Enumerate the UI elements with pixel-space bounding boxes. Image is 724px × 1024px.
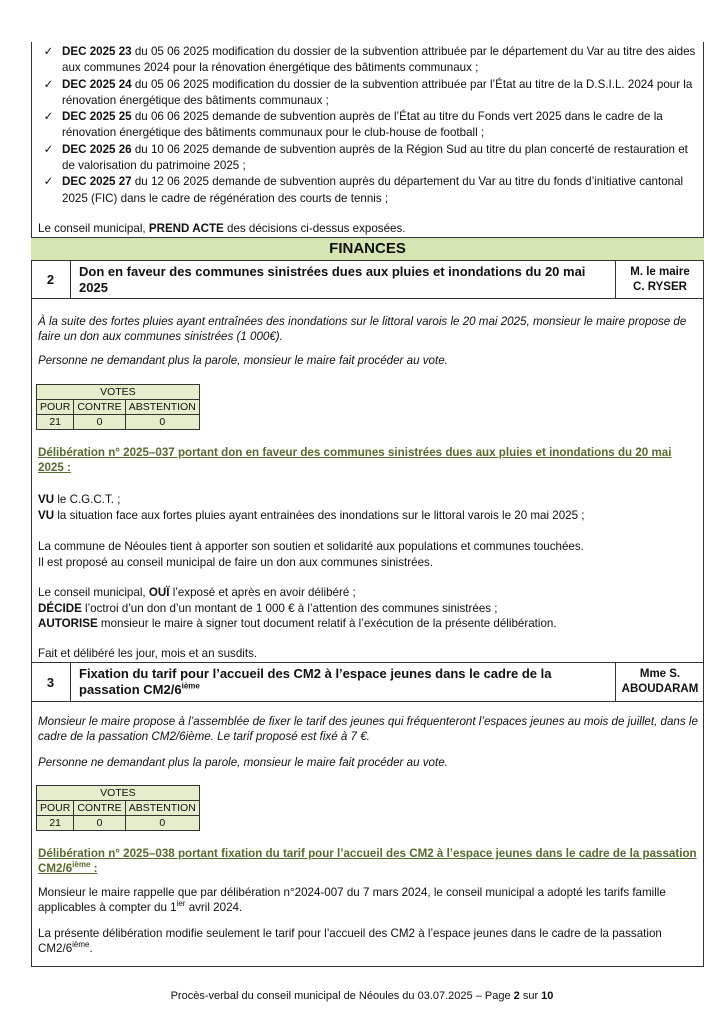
rappel-text-end: avril 2024.	[185, 901, 243, 915]
vu-label: VU	[38, 509, 55, 522]
agenda-item-header	[31, 662, 704, 702]
item-title: Fixation du tarif pour l’accueil des CM2 à l’espace jeunes dans le cadre de la passation CM2/6	[79, 666, 552, 697]
item-title: Don en faveur des communes sinistrées dues aux pluies et inondations du 20 mai 2025	[71, 261, 616, 298]
votes-abstention-label: ABSTENTION	[125, 400, 199, 415]
decision-text: du 05 06 2025 modification du dossier de la subvention attribuée par le département du Var au titre des aides aux communes 2024 pour la rénovation énergétique des bâtiments communaux ;	[62, 45, 696, 75]
decision-text: du 06 06 2025 demande de subvention auprès de l’État au titre du Fonds vert 2025 dans le cadre de la rénovation énergétique des bâtiments communaux pour le club-house de football ;	[62, 110, 663, 140]
prend-acte-bold: PREND ACTE	[148, 222, 224, 235]
fait-line: Fait et délibéré les jour, mois et an susdits.	[38, 647, 258, 660]
decision-ref: DEC 2025 27	[62, 175, 132, 189]
votes-contre-value: 0	[74, 415, 125, 430]
page-footer	[0, 990, 724, 1002]
decision-text: du 10 06 2025 demande de subvention auprès de la Région Sud au titre du plan concerté de restauration et de valorisation du patrimoine 2025 ;	[62, 142, 688, 173]
decide-line	[38, 601, 698, 616]
footer-text: Procès-verbal du conseil municipal de Néoules du 03.07.2025 – Page	[170, 990, 514, 1002]
votes-abstention-value: 0	[125, 816, 199, 831]
decide-text: l’octroi d’un don d’un montant de 1 000 € à l’attention des communes sinistrées ;	[81, 602, 498, 615]
prend-acte-text-end: des décisions ci-dessus exposées.	[223, 222, 406, 235]
votes-header: VOTES	[37, 385, 200, 400]
item-intro: Monsieur le maire propose à l’assemblée de fixer le tarif des jeunes qui fréquenteront l’espaces jeunes au mois de juillet, dans le cadre de la passation CM2/6ième. Le tarif proposé est fixé à 7 €.	[38, 715, 698, 744]
votes-table	[36, 785, 200, 831]
check-icon: ✓	[43, 110, 54, 124]
decision-ref: DEC 2025 23	[62, 45, 132, 58]
decision-ref: DEC 2025 26	[62, 142, 132, 156]
autorise-label: AUTORISE	[38, 617, 98, 630]
item-rapporteur	[616, 261, 704, 298]
votes-pour-label: POUR	[37, 801, 74, 816]
vote-intro: Personne ne demandant plus la parole, monsieur le maire fait procéder au vote.	[38, 354, 448, 367]
prend-acte-paragraph	[38, 221, 698, 236]
votes-contre-value: 0	[74, 816, 125, 831]
body-paragraph: Il est proposé au conseil municipal de faire un don aux communes sinistrées.	[38, 556, 434, 569]
votes-abstention-label: ABSTENTION	[125, 801, 199, 816]
vu-label: VU	[38, 493, 55, 506]
votes-contre-label: CONTRE	[74, 400, 125, 415]
agenda-item-header	[31, 261, 704, 299]
rapporteur-line1: M. le maire	[630, 265, 690, 278]
decision-text: du 12 06 2025 demande de subvention auprès du département du Var au titre du fonds d’initiative cantonal 2025 (FIC) dans le cadre de régénération des courts de tennis ;	[62, 175, 684, 205]
deliberation-title: Délibération n° 2025–037 portant don en faveur des communes sinistrées dues aux pluies et inondations du 20 mai 2025 :	[38, 446, 672, 475]
vote-intro: Personne ne demandant plus la parole, monsieur le maire fait procéder au vote.	[38, 756, 448, 769]
modifie-text: La présente délibération modifie seulement le tarif pour l’accueil des CM2 à l’espace jeunes dans le cadre de la passation CM2/6	[38, 927, 662, 956]
deliberation-end: :	[90, 862, 98, 876]
item-title-wrap	[71, 663, 616, 701]
decision-item	[35, 77, 704, 110]
footer-page-total: 10	[541, 990, 554, 1002]
vu-line	[38, 492, 698, 507]
oui-bold: OUÏ	[148, 586, 170, 599]
votes-pour-label: POUR	[37, 400, 74, 415]
vu-text: la situation face aux fortes pluies ayant entrainées des inondations sur le littoral varois le 20 mai 2025 ;	[54, 509, 585, 522]
autorise-text: monsieur le maire à signer tout document relatif à l’exécution de la présente délibération.	[97, 617, 557, 630]
modifie-sup: ième	[72, 940, 90, 950]
votes-pour-value: 21	[37, 415, 74, 430]
prend-acte-text: Le conseil municipal,	[38, 222, 149, 235]
item-title-sup: ième	[181, 681, 200, 691]
decision-ref: DEC 2025 25	[62, 110, 132, 124]
rappel-paragraph	[38, 885, 698, 916]
decision-item	[35, 109, 704, 142]
rapporteur-line1: Mme S.	[639, 668, 681, 680]
item-number: 2	[31, 261, 71, 298]
rapporteur-line2: ABOUDARAM	[621, 683, 699, 695]
footer-text-mid: sur	[519, 990, 542, 1002]
decision-item	[35, 142, 704, 175]
check-icon: ✓	[43, 77, 54, 91]
oui-text-end: l’exposé et après en avoir délibéré ;	[169, 586, 356, 599]
deliberation-title	[38, 846, 698, 877]
item-intro: À la suite des fortes pluies ayant entraînées des inondations sur le littoral varois le 20 mai 2025, monsieur le maire propose de faire un don aux communes sinistrées (1 000€).	[38, 315, 687, 344]
decision-item	[35, 174, 704, 207]
decision-item	[35, 44, 704, 77]
modifie-text-end: .	[89, 942, 93, 956]
rappel-sup: ier	[176, 899, 186, 909]
modifie-paragraph	[38, 926, 698, 957]
check-icon: ✓	[43, 175, 54, 189]
body-paragraph: La commune de Néoules tient à apporter son soutien et solidarité aux populations et communes touchées.	[38, 540, 584, 553]
deliberation-sup: ième	[72, 860, 91, 870]
decide-label: DÉCIDE	[38, 602, 82, 615]
votes-table	[36, 384, 200, 430]
rapporteur-line2: C. RYSER	[633, 280, 687, 293]
oui-text: Le conseil municipal,	[38, 586, 149, 599]
check-icon: ✓	[43, 142, 54, 156]
check-icon: ✓	[43, 45, 54, 58]
decision-text: du 05 06 2025 modification du dossier de la subvention attribuée par l’État au titre de la D.S.I.L. 2024 pour la rénovation énergétique des bâtiments communaux ;	[62, 77, 693, 107]
votes-header: VOTES	[37, 786, 200, 801]
item-number: 3	[31, 663, 71, 701]
decision-list	[31, 44, 704, 207]
oui-line	[38, 585, 698, 600]
section-title: FINANCES	[31, 237, 704, 261]
votes-abstention-value: 0	[125, 415, 199, 430]
autorise-line	[38, 616, 698, 631]
rappel-text: Monsieur le maire rappelle que par délibération n°2024-007 du 7 mars 2024, le conseil municipal a adopté les tarifs famille applicables à compter du 1	[38, 886, 666, 915]
votes-contre-label: CONTRE	[74, 801, 125, 816]
deliberation-text: Délibération n° 2025–038 portant fixation du tarif pour l’accueil des CM2 à l’espace jeunes dans le cadre de la passation CM2/6	[38, 847, 697, 876]
vu-text: le C.G.C.T. ;	[54, 493, 121, 506]
decision-ref: DEC 2025 24	[62, 77, 132, 91]
votes-pour-value: 21	[37, 816, 74, 831]
footer-page-number: 2	[513, 990, 520, 1002]
vu-line	[38, 508, 698, 523]
item-rapporteur	[616, 663, 704, 701]
